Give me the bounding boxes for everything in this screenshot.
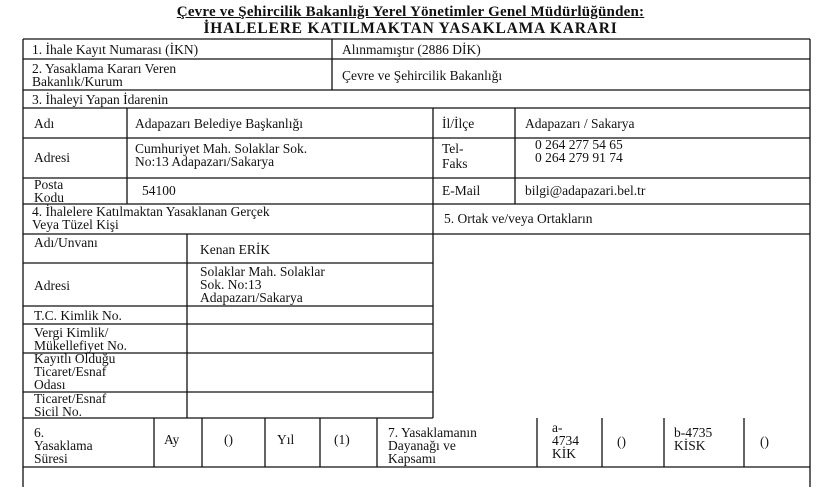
ban-period-label-1: 6. bbox=[34, 425, 45, 440]
chamber-label-1: Kayıtlı Olduğu bbox=[34, 351, 116, 366]
law-a-line-2: 4734 bbox=[552, 433, 579, 448]
banned-name-value: Kenan ERİK bbox=[200, 242, 271, 257]
banned-section-label-1: 4. İhalelere Katılmaktan Yasaklanan Gerçek bbox=[32, 204, 270, 219]
authority-label-2: Bakanlık/Kurum bbox=[32, 74, 123, 89]
chamber-label-3: Odası bbox=[34, 377, 66, 392]
month-value: () bbox=[224, 432, 233, 447]
month-label: Ay bbox=[164, 432, 180, 447]
admin-email-value: bilgi@adapazari.bel.tr bbox=[525, 183, 646, 198]
chamber-label-2: Ticaret/Esnaf bbox=[34, 364, 107, 379]
year-label: Yıl bbox=[277, 432, 295, 447]
header-title: İHALELERE KATILMAKTAN YASAKLAMA KARARI bbox=[203, 20, 618, 37]
banned-address-line-1: Solaklar Mah. Solaklar bbox=[200, 264, 325, 279]
admin-postal-label-2: Kodu bbox=[34, 190, 64, 205]
admin-address-line-2: No:13 Adapazarı/Sakarya bbox=[135, 154, 275, 169]
admin-name-value: Adapazarı Belediye Başkanlığı bbox=[135, 116, 303, 131]
registry-label-1: Ticaret/Esnaf bbox=[34, 391, 107, 406]
registry-label-2: Sicil No. bbox=[34, 404, 83, 419]
admin-tel-value: 0 264 277 54 65 bbox=[535, 137, 623, 152]
admin-fax-value: 0 264 279 91 74 bbox=[535, 150, 623, 165]
ikn-label: 1. İhale Kayıt Numarası (İKN) bbox=[32, 42, 199, 57]
admin-postal-label-1: Posta bbox=[34, 177, 64, 192]
admin-city-value: Adapazarı / Sakarya bbox=[525, 116, 635, 131]
admin-telfax-label-1: Tel- bbox=[442, 141, 464, 156]
partners-label: 5. Ortak ve/veya Ortakların bbox=[444, 211, 593, 226]
admin-city-label: İl/İlçe bbox=[442, 116, 475, 131]
ban-period-label-2: Yasaklama bbox=[34, 438, 93, 453]
authority-label-1: 2. Yasaklama Kararı Veren bbox=[32, 61, 177, 76]
tax-id-label-1: Vergi Kimlik/ bbox=[34, 325, 109, 340]
law-b-value: () bbox=[760, 434, 769, 449]
banned-address-line-2: Sok. No:13 bbox=[200, 277, 262, 292]
ban-period-label-3: Süresi bbox=[34, 451, 68, 466]
law-b-line-1: b-4735 bbox=[674, 425, 713, 440]
ikn-value: Alınmamıştır (2886 DİK) bbox=[342, 42, 481, 57]
law-b-line-2: KİSK bbox=[674, 438, 706, 453]
admin-postal-value: 54100 bbox=[142, 183, 176, 198]
ban-basis-label-3: Kapsamı bbox=[388, 451, 436, 466]
banned-name-label: Adı/Unvanı bbox=[34, 235, 98, 250]
law-a-value: () bbox=[617, 434, 626, 449]
ban-basis-label-1: 7. Yasaklamanın bbox=[388, 425, 477, 440]
admin-address-label: Adresi bbox=[34, 150, 70, 165]
admin-email-label: E-Mail bbox=[442, 183, 481, 198]
admin-name-label: Adı bbox=[34, 116, 55, 131]
tender-admin-section-label: 3. İhaleyi Yapan İdarenin bbox=[32, 92, 169, 107]
tax-id-label-2: Mükellefiyet No. bbox=[34, 338, 127, 353]
banned-section-label-2: Veya Tüzel Kişi bbox=[32, 217, 119, 232]
admin-address-line-1: Cumhuriyet Mah. Solaklar Sok. bbox=[135, 141, 308, 156]
ban-basis-label-2: Dayanağı ve bbox=[388, 438, 456, 453]
banned-address-line-3: Adapazarı/Sakarya bbox=[200, 290, 303, 305]
admin-telfax-label-2: Faks bbox=[442, 156, 468, 171]
law-a-line-3: KİK bbox=[552, 446, 576, 461]
tc-id-label: T.C. Kimlik No. bbox=[34, 308, 122, 323]
law-a-line-1: a- bbox=[552, 420, 563, 435]
ban-decision-form bbox=[22, 38, 811, 488]
authority-value: Çevre ve Şehircilik Bakanlığı bbox=[342, 68, 503, 83]
banned-address-label: Adresi bbox=[34, 278, 70, 293]
year-value: (1) bbox=[334, 432, 350, 447]
header-line-1: Çevre ve Şehircilik Bakanlığı Yerel Yönetimler Genel Müdürlüğünden: bbox=[176, 4, 645, 20]
